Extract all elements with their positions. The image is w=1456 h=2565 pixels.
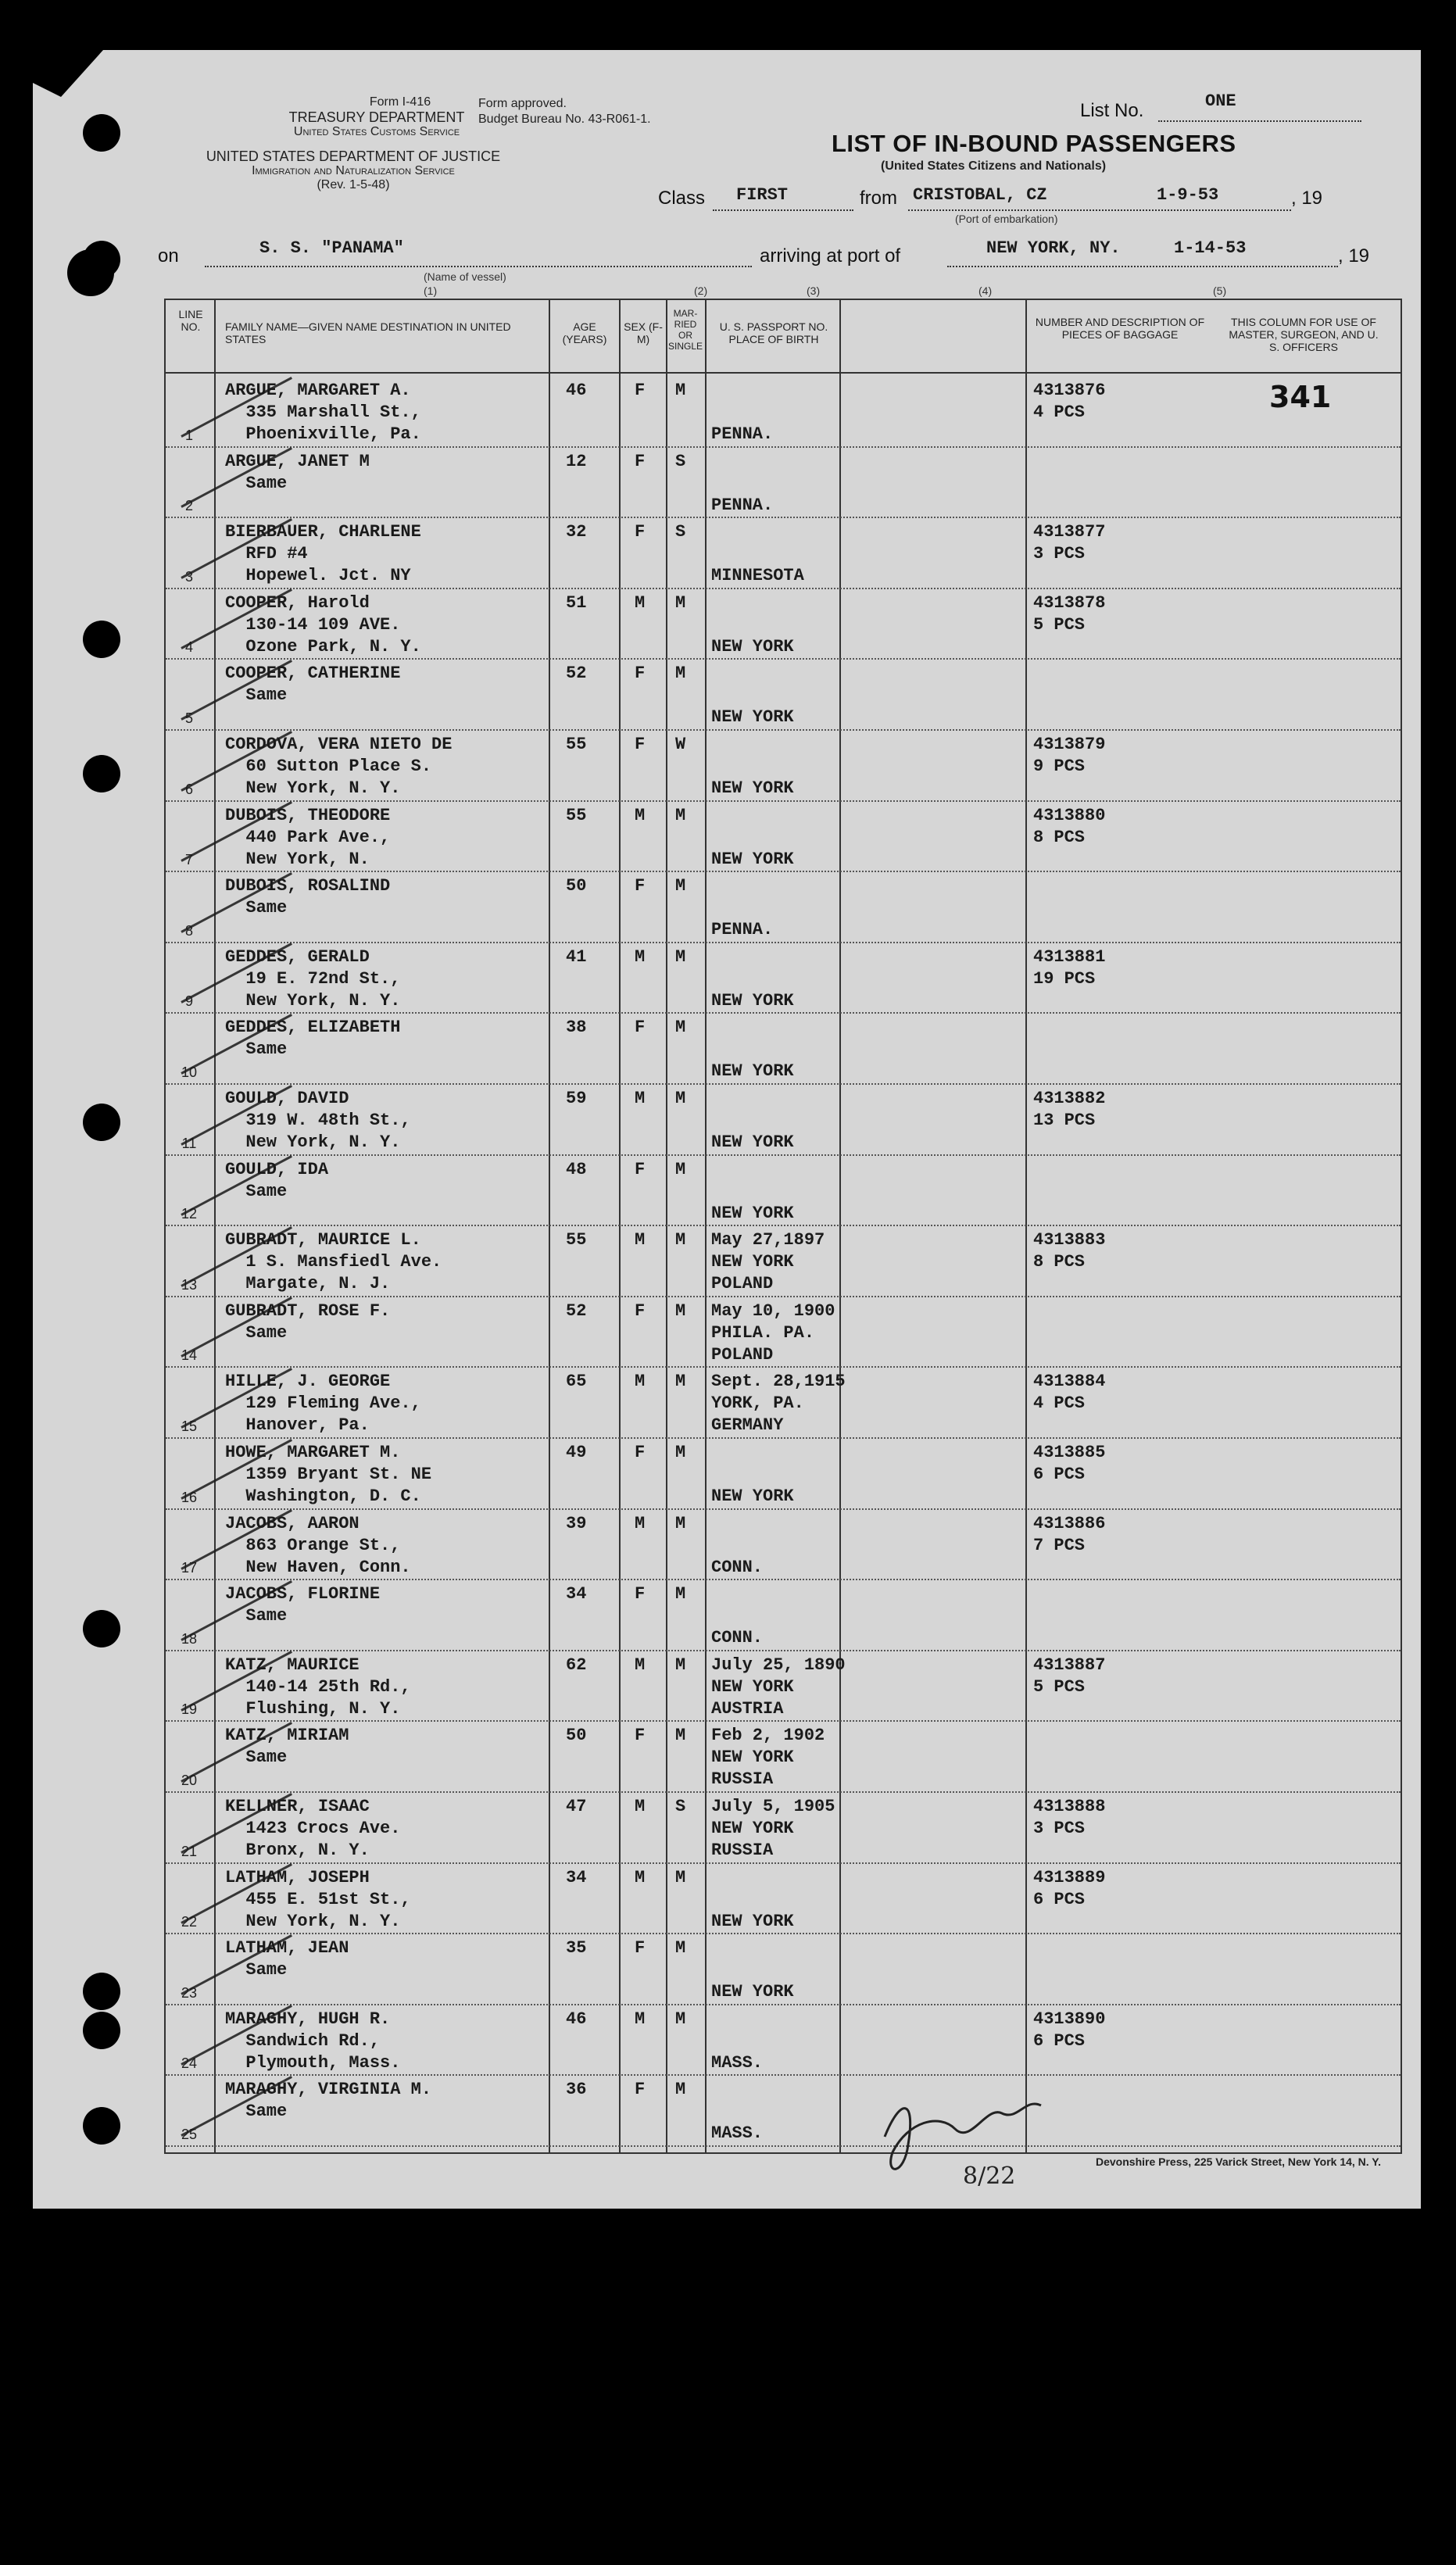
on-label: on — [158, 245, 179, 267]
line-number: 22 — [181, 1914, 198, 1930]
passenger-sex: M — [635, 1230, 646, 1250]
passenger-age: 51 — [566, 592, 587, 613]
passenger-marital: M — [675, 1655, 686, 1675]
page-title: LIST OF IN-BOUND PASSENGERS — [832, 130, 1236, 157]
customs-service: United States Customs Service — [293, 125, 460, 138]
printer-credit: Devonshire Press, 225 Varick Street, New York 14, N. Y. — [1096, 2155, 1381, 2168]
passenger-age: 48 — [566, 1159, 587, 1179]
row-separator — [166, 1650, 1401, 1651]
row-separator — [166, 1508, 1401, 1510]
passenger-name: DUBOIS, THEODORE 440 Park Ave., New York, N. — [225, 805, 391, 869]
passenger-age: 65 — [566, 1372, 587, 1392]
baggage: 4313877 3 PCS — [1033, 522, 1106, 564]
baggage: 4313878 5 PCS — [1033, 592, 1106, 635]
birth-place: July 25, 1890 NEW YORK AUSTRIA — [711, 1655, 846, 1719]
birth-place: PENNA. — [711, 495, 774, 515]
signature-text: 8/22 — [963, 2163, 1016, 2190]
passenger-marital: M — [675, 876, 686, 896]
class-label: Class — [658, 188, 706, 209]
passenger-name: BIERBAUER, CHARLENE RFD #4 Hopewel. Jct. NY — [225, 522, 421, 586]
passenger-name: HOWE, MARGARET M. 1359 Bryant St. NE Washington, D. C. — [225, 1443, 432, 1506]
row-separator — [166, 517, 1401, 518]
punch-hole — [83, 1104, 120, 1141]
line-number: 14 — [181, 1347, 198, 1364]
baggage: 4313883 8 PCS — [1033, 1230, 1106, 1272]
passenger-name: ARGUE, JANET M Same — [225, 451, 370, 493]
line-number: 13 — [181, 1276, 198, 1293]
arrival-port: NEW YORK, NY. — [986, 238, 1121, 258]
passenger-marital: M — [675, 1938, 686, 1959]
passenger-sex: F — [635, 1938, 646, 1959]
passenger-sex: M — [635, 2009, 646, 2029]
birth-place: May 27,1897 NEW YORK POLAND — [711, 1230, 825, 1294]
passenger-marital: M — [675, 1372, 686, 1392]
passenger-marital: M — [675, 2080, 686, 2100]
row-separator — [166, 2004, 1401, 2005]
passenger-marital: M — [675, 2009, 686, 2029]
line-number: 4 — [184, 639, 193, 656]
line-number: 8 — [184, 922, 193, 939]
passenger-name: HILLE, J. GEORGE 129 Fleming Ave., Hanover, Pa. — [225, 1372, 421, 1436]
row-separator — [166, 1437, 1401, 1439]
treasury-dept: TREASURY DEPARTMENT — [288, 109, 465, 125]
row-separator — [166, 1791, 1401, 1793]
passenger-name: KATZ, MAURICE 140-14 25th Rd., Flushing, N. Y. — [225, 1655, 411, 1719]
passenger-marital: M — [675, 1018, 686, 1038]
passenger-sex: F — [635, 664, 646, 684]
birth-place: MASS. — [711, 2052, 764, 2073]
col-sex: SEX (F-M) — [624, 320, 663, 345]
passenger-age: 50 — [566, 876, 587, 896]
passenger-name: KATZ, MIRIAM Same — [225, 1726, 349, 1768]
passenger-name: DUBOIS, ROSALIND Same — [225, 876, 391, 918]
passenger-name: JACOBS, FLORINE Same — [225, 1584, 381, 1626]
passenger-sex: M — [635, 1797, 646, 1816]
col-num-3: (3) — [807, 284, 821, 297]
birth-place: NEW YORK — [711, 707, 794, 728]
arrival-line — [947, 266, 1338, 267]
row-separator — [166, 658, 1401, 660]
passenger-age: 59 — [566, 1089, 587, 1108]
col-baggage: NUMBER AND DESCRIPTION OF PIECES OF BAGGAGE — [1035, 316, 1205, 341]
line-number: 2 — [184, 498, 193, 514]
birth-place: NEW YORK — [711, 990, 794, 1011]
row-separator — [166, 1154, 1401, 1156]
passenger-marital: M — [675, 946, 686, 967]
col-num-2: (2) — [694, 284, 708, 297]
col-num-5: (5) — [1213, 284, 1227, 297]
passenger-name: LATHAM, JEAN Same — [225, 1938, 349, 1980]
passenger-age: 36 — [566, 2080, 587, 2100]
birth-place: May 10, 1900 PHILA. PA. POLAND — [711, 1300, 835, 1365]
birth-place: NEW YORK — [711, 849, 794, 869]
line-number: 12 — [181, 1206, 198, 1222]
row-separator — [166, 1083, 1401, 1085]
passenger-age: 52 — [566, 664, 587, 684]
line-number: 20 — [181, 1773, 198, 1788]
arrival-date: 1-14-53 — [1174, 238, 1247, 258]
passenger-sex: M — [635, 1655, 646, 1675]
row-separator — [166, 942, 1401, 943]
passenger-name: MARAGHY, HUGH R. Sandwich Rd., Plymouth, Mass. — [225, 2009, 401, 2073]
ins-service: Immigration and Naturalization Service — [252, 164, 455, 177]
col-num-4: (4) — [978, 284, 993, 297]
list-no-value: ONE — [1205, 91, 1236, 111]
line-number: 15 — [181, 1418, 198, 1434]
passenger-name: MARAGHY, VIRGINIA M. Same — [225, 2080, 432, 2122]
birth-place: NEW YORK — [711, 1982, 794, 2002]
passenger-marital: M — [675, 381, 686, 400]
birth-place: NEW YORK — [711, 1132, 794, 1152]
passenger-sex: F — [635, 1443, 646, 1462]
class-line — [713, 209, 853, 211]
passenger-name: GEDDES, GERALD 19 E. 72nd St., New York, N. Y. — [225, 946, 401, 1011]
birth-place: NEW YORK — [711, 778, 794, 798]
row-separator — [166, 1225, 1401, 1226]
vessel-caption: (Name of vessel) — [424, 270, 506, 283]
from-line — [908, 209, 1291, 211]
line-number: 19 — [181, 1701, 198, 1718]
baggage: 4313884 4 PCS — [1033, 1372, 1106, 1414]
birth-place: Feb 2, 1902 NEW YORK RUSSIA — [711, 1726, 825, 1790]
baggage: 4313890 6 PCS — [1033, 2009, 1106, 2051]
punch-hole — [83, 114, 120, 152]
baggage: 4313879 9 PCS — [1033, 735, 1106, 776]
budget-bureau: Budget Bureau No. 43-R061-1. — [478, 113, 651, 126]
baggage: 4313882 13 PCS — [1033, 1089, 1106, 1130]
passenger-age: 49 — [566, 1443, 587, 1462]
passenger-age: 47 — [566, 1797, 587, 1816]
year-label-1: , 19 — [1291, 188, 1323, 209]
form-approved: Form approved. — [478, 97, 567, 110]
departure-date: 1-9-53 — [1157, 185, 1219, 205]
row-separator — [166, 446, 1401, 448]
row-separator — [166, 1720, 1401, 1722]
birth-place: CONN. — [711, 1628, 764, 1648]
passenger-sex: F — [635, 1300, 646, 1321]
baggage: 4313889 6 PCS — [1033, 1867, 1106, 1909]
row-separator — [166, 1862, 1401, 1864]
passenger-sex: M — [635, 805, 646, 825]
passenger-age: 55 — [566, 735, 587, 754]
row-separator — [166, 1579, 1401, 1580]
passenger-name: COOPER, CATHERINE Same — [225, 664, 401, 706]
col-officers: THIS COLUMN FOR USE OF MASTER, SURGEON, AND U. S. OFFICERS — [1229, 316, 1379, 353]
passenger-marital: M — [675, 1300, 686, 1321]
passenger-marital: M — [675, 1726, 686, 1746]
passenger-name: KELLNER, ISAAC 1423 Crocs Ave. Bronx, N. Y. — [225, 1797, 401, 1860]
col-passport: U. S. PASSPORT NO. PLACE OF BIRTH — [719, 320, 828, 345]
birth-place: Sept. 28,1915 YORK, PA. GERMANY — [711, 1372, 846, 1436]
col-num-1: (1) — [424, 284, 438, 297]
birth-place: CONN. — [711, 1557, 764, 1577]
baggage: 4313880 8 PCS — [1033, 805, 1106, 847]
passenger-table — [164, 299, 1402, 2154]
passenger-age: 46 — [566, 381, 587, 400]
passenger-sex: F — [635, 1018, 646, 1038]
passenger-name: LATHAM, JOSEPH 455 E. 51st St., New York, N. Y. — [225, 1867, 411, 1931]
row-separator — [166, 588, 1401, 589]
line-number: 23 — [181, 1984, 198, 2001]
col-married: MAR-RIED OR SINGLE — [667, 308, 703, 352]
punch-hole — [83, 2012, 120, 2049]
passenger-sex: M — [635, 1867, 646, 1887]
line-number: 7 — [184, 852, 193, 868]
line-number: 1 — [184, 427, 193, 443]
passenger-age: 34 — [566, 1867, 587, 1887]
row-separator — [166, 871, 1401, 872]
revision: (Rev. 1-5-48) — [317, 178, 390, 191]
passenger-sex: M — [635, 1372, 646, 1392]
form-number: Form I-416 — [369, 95, 431, 109]
birth-place: MINNESOTA — [711, 566, 804, 586]
row-separator — [166, 1012, 1401, 1014]
passenger-age: 55 — [566, 1230, 587, 1250]
passenger-age: 12 — [566, 451, 587, 471]
line-number: 10 — [181, 1064, 198, 1080]
passenger-name: GOULD, DAVID 319 W. 48th St., New York, N. Y. — [225, 1089, 411, 1152]
passenger-age: 52 — [566, 1300, 587, 1321]
baggage: 4313887 5 PCS — [1033, 1655, 1106, 1697]
passenger-age: 35 — [566, 1938, 587, 1959]
punch-hole — [83, 621, 120, 658]
passenger-marital: S — [675, 522, 686, 542]
line-number: 18 — [181, 1630, 198, 1647]
passenger-marital: M — [675, 1513, 686, 1533]
passenger-name: COOPER, Harold 130-14 109 AVE. Ozone Park, N. Y. — [225, 592, 421, 656]
row-separator — [166, 2074, 1401, 2076]
page-subtitle: (United States Citizens and Nationals) — [881, 159, 1107, 173]
year-label-2: , 19 — [1338, 245, 1370, 267]
class-value: FIRST — [736, 185, 789, 205]
row-separator — [166, 2145, 1401, 2147]
birth-place: July 5, 1905 NEW YORK RUSSIA — [711, 1797, 835, 1860]
row-separator — [166, 800, 1401, 802]
birth-place: NEW YORK — [711, 636, 794, 656]
birth-place: MASS. — [711, 2123, 764, 2144]
passenger-marital: M — [675, 805, 686, 825]
baggage: 4313888 3 PCS — [1033, 1797, 1106, 1838]
passenger-name: GUBRADT, MAURICE L. 1 S. Mansfiedl Ave. Margate, N. J. — [225, 1230, 442, 1294]
baggage: 4313876 4 PCS — [1033, 381, 1106, 422]
passenger-name: GEDDES, ELIZABETH Same — [225, 1018, 401, 1060]
torn-corner — [33, 50, 103, 97]
row-separator — [166, 729, 1401, 731]
line-number: 16 — [181, 1489, 198, 1505]
passenger-sex: F — [635, 1726, 646, 1746]
line-number: 25 — [181, 2127, 198, 2142]
passenger-sex: F — [635, 735, 646, 754]
passenger-marital: M — [675, 1089, 686, 1108]
passenger-age: 55 — [566, 805, 587, 825]
birth-place: NEW YORK — [711, 1203, 794, 1223]
birth-place: PENNA. — [711, 920, 774, 940]
list-no-label: List No. — [1080, 100, 1144, 121]
arriving-label: arriving at port of — [760, 245, 901, 267]
port-embark-caption: (Port of embarkation) — [955, 213, 1058, 225]
passenger-sex: M — [635, 592, 646, 613]
signature-scribble — [869, 2090, 1072, 2199]
passenger-sex: F — [635, 876, 646, 896]
passenger-marital: S — [675, 1797, 686, 1816]
punch-hole — [83, 1973, 120, 2010]
birth-place: NEW YORK — [711, 1911, 794, 1931]
line-number: 17 — [181, 1560, 198, 1576]
passenger-sex: F — [635, 451, 646, 471]
header-rule — [166, 372, 1401, 374]
passenger-age: 39 — [566, 1513, 587, 1533]
passenger-marital: S — [675, 451, 686, 471]
passenger-sex: M — [635, 946, 646, 967]
from-label: from — [860, 188, 897, 209]
line-number: 5 — [184, 710, 193, 726]
line-number: 6 — [184, 781, 193, 797]
baggage: 4313885 6 PCS — [1033, 1443, 1106, 1484]
passenger-age: 32 — [566, 522, 587, 542]
passenger-sex: M — [635, 1089, 646, 1108]
birth-place: PENNA. — [711, 424, 774, 444]
passenger-age: 46 — [566, 2009, 587, 2029]
passenger-age: 34 — [566, 1584, 587, 1604]
passenger-marital: M — [675, 1867, 686, 1887]
birth-place: NEW YORK — [711, 1486, 794, 1506]
line-number: 9 — [184, 993, 193, 1010]
row-separator — [166, 1296, 1401, 1297]
passenger-name: ARGUE, MARGARET A. 335 Marshall St., Phoenixville, Pa. — [225, 381, 421, 444]
passenger-sex: F — [635, 522, 646, 542]
list-no-line — [1158, 120, 1361, 122]
passenger-sex: F — [635, 2080, 646, 2100]
passenger-marital: M — [675, 1443, 686, 1462]
passenger-sex: F — [635, 1584, 646, 1604]
passenger-name: GUBRADT, ROSE F. Same — [225, 1300, 391, 1343]
from-value: CRISTOBAL, CZ — [913, 185, 1047, 205]
passenger-age: 38 — [566, 1018, 587, 1038]
col-age: AGE (YEARS) — [562, 320, 607, 345]
vessel-line — [205, 266, 752, 267]
passenger-name: CORDOVA, VERA NIETO DE 60 Sutton Place S. New York, N. Y. — [225, 735, 453, 798]
baggage: 4313881 19 PCS — [1033, 946, 1106, 989]
passenger-name: JACOBS, AARON 863 Orange St., New Haven, Conn. — [225, 1513, 411, 1577]
vessel-value: S. S. "PANAMA" — [259, 238, 404, 258]
passenger-marital: M — [675, 664, 686, 684]
line-number: 3 — [184, 568, 193, 585]
punch-hole — [83, 1610, 120, 1647]
passenger-age: 62 — [566, 1655, 587, 1675]
passenger-marital: M — [675, 1230, 686, 1250]
passenger-marital: M — [675, 1159, 686, 1179]
punch-hole — [83, 2107, 120, 2145]
punch-hole — [67, 249, 114, 296]
passenger-name: GOULD, IDA Same — [225, 1159, 329, 1201]
stamp-number: 341 — [1269, 380, 1332, 414]
col-name: FAMILY NAME—GIVEN NAME DESTINATION IN UNITED STATES — [225, 320, 511, 345]
passenger-sex: M — [635, 1513, 646, 1533]
row-separator — [166, 1366, 1401, 1368]
line-number: 11 — [181, 1135, 197, 1151]
birth-place: NEW YORK — [711, 1061, 794, 1082]
passenger-marital: M — [675, 592, 686, 613]
row-separator — [166, 1933, 1401, 1934]
justice-dept: UNITED STATES DEPARTMENT OF JUSTICE — [206, 148, 501, 164]
passenger-marital: W — [675, 735, 686, 754]
document-page — [33, 50, 1421, 2209]
passenger-marital: M — [675, 1584, 686, 1604]
baggage: 4313886 7 PCS — [1033, 1513, 1106, 1555]
line-number: 21 — [181, 1843, 198, 1859]
punch-hole — [83, 755, 120, 792]
passenger-age: 41 — [566, 946, 587, 967]
line-number: 24 — [181, 2055, 198, 2072]
passenger-sex: F — [635, 1159, 646, 1179]
col-line-no: LINE NO. — [178, 308, 203, 333]
passenger-age: 50 — [566, 1726, 587, 1746]
passenger-sex: F — [635, 381, 646, 400]
